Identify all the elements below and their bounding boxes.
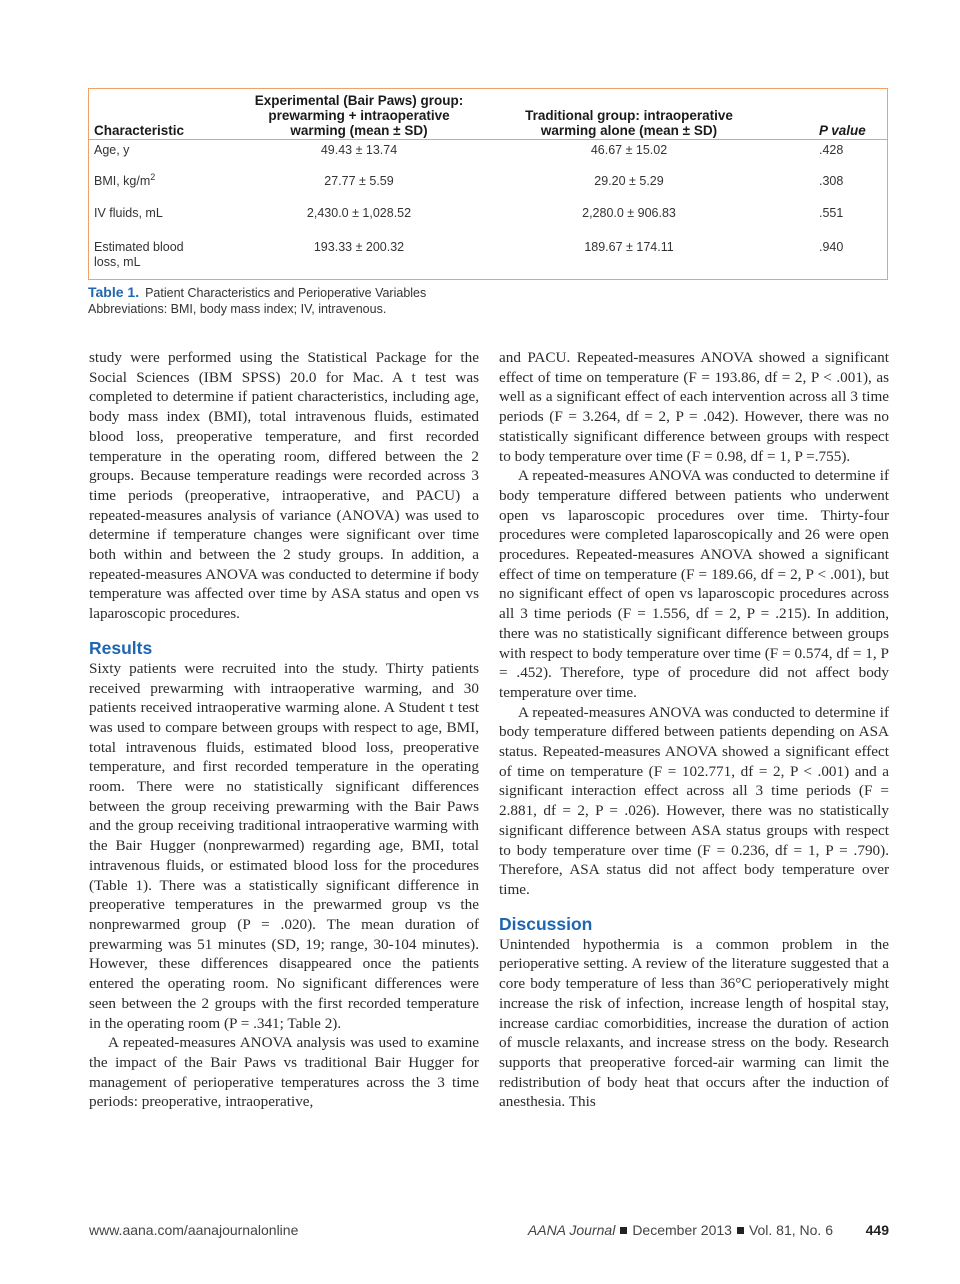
table-title: Patient Characteristics and Perioperative Variables <box>145 286 427 300</box>
traditional-value: 29.20 ± 5.29 <box>594 174 664 188</box>
characteristics-table <box>89 89 887 270</box>
header-p-value: P value <box>769 89 887 140</box>
traditional-value: 46.67 ± 15.02 <box>590 143 668 157</box>
square-bullet-icon <box>620 1227 627 1234</box>
row-label: Age, y <box>94 143 130 157</box>
p-value: .940 <box>819 240 844 254</box>
paragraph: Sixty patients were recruited into the study. Thirty patients received prewarming with intraoperative warming, and 30 patients received intraoperative warming alone. A Student t test was used to compare between groups with respect to age, BMI, total intravenous fluids, estimated blood loss, preoperative temperature, and first recorded temperature in the operating room. There were no statistically significant differences between the group receiving prewarming with the Bair Paws and the group receiving traditional intraoperative warming with the Bair Hugger (nonprewarmed) regarding age, BMI, total intravenous fluids, or estimated blood loss for the procedures (Table 1). There was a statistically significant difference in preoperative temperatures in the prewarmed group vs the nonprewarmed group (P = .020). The mean duration of prewarming was 51 minutes (SD, 19; range, 30-104 minutes). However, these differences disappeared once the patients entered the operating room. No significant differences were seen between the 2 groups with the first recorded temperature in the operating room (P = .341; Table 2). <box>89 659 479 1032</box>
paragraph: and PACU. Repeated-measures ANOVA showed a significant effect of time on temperature (F = 193.86, df = 2, P < .001), as well as a significant effect of each intervention across all 3 time periods (F = 3.264, df = 2, P = .042). However, there was no statistically significant difference between groups with respect to body temperature over time (F = 0.98, df = 1, P =.755). <box>499 349 889 465</box>
row-label: BMI, $kg/m^2$ <box>94 171 156 188</box>
experimental-value: 49.43 ± 13.74 <box>320 143 398 157</box>
table-header-row <box>89 89 887 140</box>
p-value: .308 <box>819 174 844 188</box>
experimental-value: 193.33 ± 200.32 <box>313 240 405 254</box>
table-row <box>89 140 887 175</box>
paragraph: A repeated-measures ANOVA was conducted to determine if body temperature differed between patients depending on ASA status. Repeated-measures ANOVA showed a significant effect of time on temperature (F = 102.771, df = 2, P < .001) and a significant interaction effect across all 3 time periods (F = 2.881, df = 2, P = .026). However, there was no statistically significant difference between ASA status groups with respect to body temperature over time (F = 0.236, df = 1, P = .790). Therefore, ASA status did not affect body temperature over time. <box>499 703 889 898</box>
results-heading: Results <box>89 637 153 658</box>
experimental-value: 27.77 ± 5.59 <box>324 174 394 188</box>
table-1 <box>88 88 888 280</box>
journal-url: www.aana.com/aanajournalonline <box>89 1222 299 1238</box>
page-number: 449 <box>865 1222 889 1238</box>
journal-info: AANA Journal December 2013 Vol. 81, No. 6 <box>527 1222 833 1238</box>
header-characteristic: Characteristic <box>89 89 229 140</box>
table-row <box>89 240 887 270</box>
right-column <box>499 348 889 1112</box>
row-label: IV fluids, mL <box>94 206 163 220</box>
table-abbreviations: Abbreviations: BMI, body mass index; IV, intravenous. <box>88 302 387 316</box>
p-value: .428 <box>819 143 844 157</box>
left-column <box>89 348 479 1112</box>
paragraph: study were performed using the Statistical Package for the Social Sciences (IBM SPSS) 20.0 for Mac. A t test was completed to determine if patient characteristics, including age, body mass index (BMI), total intravenous fluids, estimated blood loss, preoperative temperature, and first recorded temperature in the operating room, differed between the 2 groups. Because temperature readings were recorded across 3 time periods (preoperative, intraoperative, and PACU) a repeated-measures analysis of variance (ANOVA) was used to determine if temperature changes were significant over time both within and between the 2 study groups. In addition, a repeated-measures ANOVA was conducted to determine if body temperature was affected over time by ASA status and open vs laparoscopic procedures. <box>89 349 479 623</box>
table-row <box>89 174 887 206</box>
paragraph: Unintended hypothermia is a common problem in the perioperative setting. A review of the literature suggested that a core body temperature of less than 36°C perioperatively might increase the risk of infection, increase length of hospital stay, increase cardiac comorbidities, increase the duration of action of muscle relaxants, and increase stress on the body. Research supports that preoperative forced-air warming can limit the redistribution of body heat that occurs after the induction of anesthesia. This <box>499 935 889 1111</box>
paragraph: A repeated-measures ANOVA analysis was used to examine the impact of the Bair Paws vs traditional Bair Hugger for management of perioperative temperatures across the 3 time periods: preoperative, intraoperative, <box>89 1034 479 1111</box>
table-label: Table 1. <box>88 284 140 300</box>
paragraph: A repeated-measures ANOVA was conducted to determine if body temperature differed between patients who underwent open vs laparoscopic procedures over time. Thirty-four procedures were completed laparoscopically and 26 were open procedures. Repeated-measures ANOVA showed a significant effect of time on temperature (F = 189.66, df = 2, P < .001), but no significant effect of open vs laparoscopic procedures across all 3 time periods (F = 1.556, df = 2, P = .215). In addition, there was no statistically significant difference between groups with respect to body temperature over time (F = 0.574, df = 1, P = .452). Therefore, type of procedure did not affect body temperature over time. <box>499 467 889 701</box>
p-value: .551 <box>819 206 844 220</box>
row-label: Estimated blood loss, mL <box>94 240 184 269</box>
square-bullet-icon <box>737 1227 744 1234</box>
header-traditional: Traditional group: intraoperative warming alone (mean ± SD) <box>489 89 769 140</box>
page-footer <box>89 1222 889 1242</box>
traditional-value: 2,280.0 ± 906.83 <box>582 206 676 220</box>
table-row <box>89 206 887 240</box>
table-caption <box>88 284 888 317</box>
traditional-value: 189.67 ± 174.11 <box>584 240 674 254</box>
header-experimental: Experimental (Bair Paws) group: prewarming + intraoperative warming (mean ± SD) <box>229 89 489 140</box>
experimental-value: 2,430.0 ± 1,028.52 <box>306 206 412 220</box>
discussion-heading: Discussion <box>499 913 593 934</box>
